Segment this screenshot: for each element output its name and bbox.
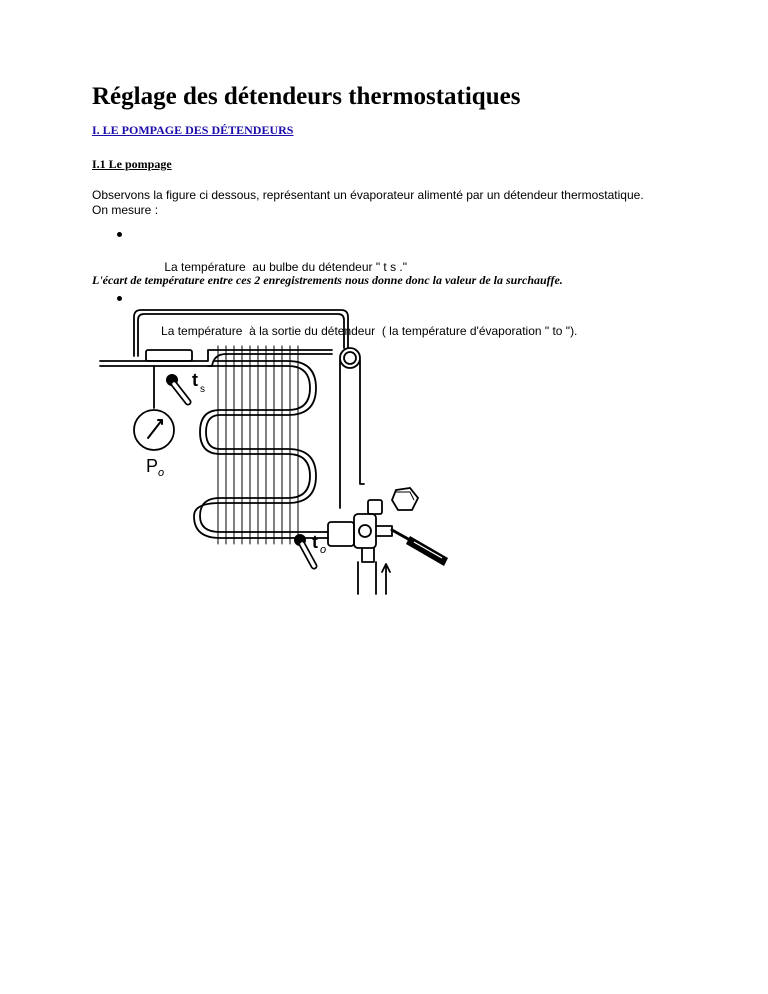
- subsection-heading: I.1 Le pompage: [92, 157, 172, 171]
- bullet-icon: [117, 232, 122, 237]
- ts-label-subscript: s: [200, 384, 205, 395]
- to-label: t: [312, 532, 318, 552]
- conclusion-text: L'écart de température entre ces 2 enregistrements nous donne donc la valeur de la surchauffe.: [92, 273, 563, 287]
- page-title: Réglage des détendeurs thermostatiques: [92, 83, 521, 110]
- list-item-text: La température au bulbe du détendeur " t s .": [161, 260, 408, 274]
- ts-label: t: [192, 370, 198, 390]
- evaporator-diagram: [92, 304, 492, 604]
- flow-arrow-icon: [382, 564, 390, 594]
- valve-cap-icon: [392, 488, 418, 510]
- list-item-text: La température à la sortie du détendeur ( la température d'évaporation " to ").: [161, 324, 578, 338]
- bullet-icon: [117, 296, 122, 301]
- section-heading-link[interactable]: I. LE POMPAGE DES DÉTENDEURS: [92, 123, 294, 137]
- capillary-loop: [340, 348, 360, 368]
- fin-lines: [218, 346, 298, 544]
- po-label-subscript: o: [158, 467, 165, 479]
- thermometer-icon: [166, 374, 188, 402]
- screwdriver-icon: [392, 530, 448, 566]
- to-label-subscript: o: [320, 544, 327, 556]
- thermostatic-bulb: [146, 350, 192, 361]
- po-label: P: [146, 456, 159, 476]
- expansion-valve: [328, 500, 392, 594]
- intro-paragraph: Observons la figure ci dessous, représentant un évaporateur alimenté par un détendeur thermostatique. On mesure :: [92, 188, 644, 217]
